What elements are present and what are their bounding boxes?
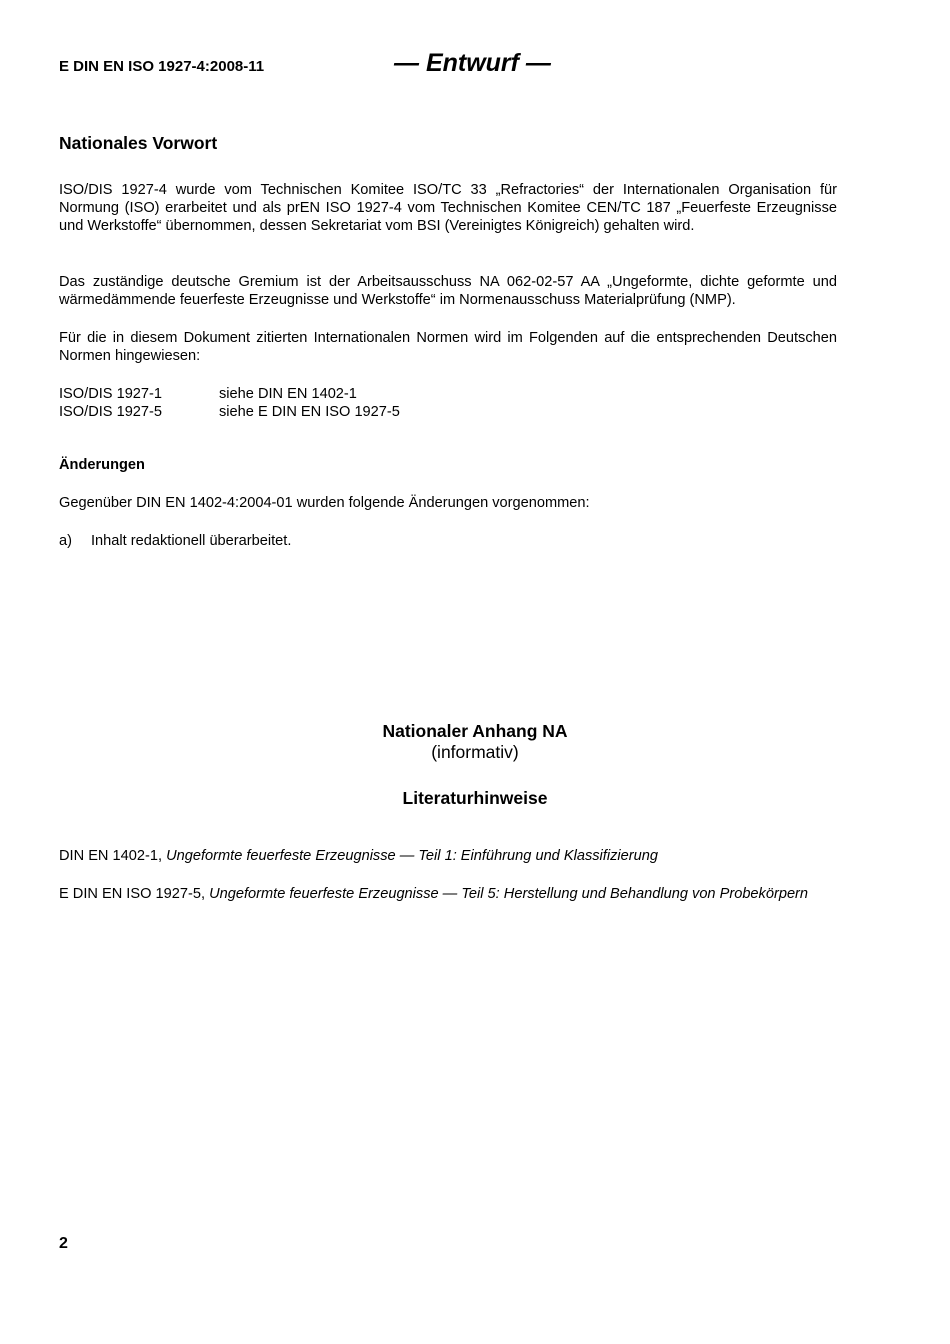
foreword-paragraph-3: Für die in diesem Dokument zitierten Internationalen Normen wird im Folgenden auf die entsprechenden Deutschen Normen hingewiesen: <box>59 330 837 365</box>
literature-title-italic: Ungeformte feuerfeste Erzeugnisse — Teil 5: Herstellung und Behandlung von Probekörpern <box>209 886 809 902</box>
list-item <box>59 532 837 550</box>
foreword-section <box>59 133 837 154</box>
reference-din: siehe DIN EN 1402-1 <box>219 386 357 402</box>
foreword-title: Nationales Vorwort <box>59 133 218 153</box>
document-id: E DIN EN ISO 1927-4:2008-11 <box>59 58 265 75</box>
annex-subtitle: (informativ) <box>431 742 519 762</box>
literature-entry <box>59 847 837 865</box>
foreword-paragraph-2: Das zuständige deutsche Gremium ist der Arbeitsausschuss NA 062-02-57 AA „Ungeformte, dichte geformte und wärmedämmende feuerfeste Erzeugnisse und Werkstoffe“ im Normenausschuss Materialprüfung (NMP). <box>59 274 837 309</box>
literature-entry-2-wrap <box>59 885 837 903</box>
changes-list <box>59 532 837 550</box>
changes-section <box>59 457 837 473</box>
reference-table <box>59 385 837 421</box>
literature-heading <box>0 788 950 809</box>
reference-din: siehe E DIN EN ISO 1927-5 <box>219 404 400 421</box>
changes-intro-wrap <box>59 494 837 512</box>
literature-ref: E DIN EN ISO 1927-5, <box>59 886 210 902</box>
list-item-text: Inhalt redaktionell überarbeitet. <box>91 533 292 549</box>
foreword-paragraph-2-wrap <box>59 273 837 309</box>
changes-title: Änderungen <box>59 457 145 473</box>
foreword-paragraph-3-wrap <box>59 329 837 365</box>
foreword-paragraph-1: ISO/DIS 1927-4 wurde vom Technischen Komitee ISO/TC 33 „Refractories“ der Internationalen Organisation für Normung (ISO) erarbeitet und als prEN ISO 1927-4 vom Technischen Komitee CEN/TC 187 „Feuerfeste Erzeugnisse und Werkstoffe“ übernommen, dessen Sekretariat vom BSI (Vereinigtes Königreich) gehalten wird. <box>59 182 837 235</box>
literature-title: Literaturhinweise <box>402 788 548 808</box>
literature-ref: DIN EN 1402-1, <box>59 848 167 864</box>
list-item-marker: a) <box>59 533 72 549</box>
changes-intro: Gegenüber DIN EN 1402-4:2004-01 wurden folgende Änderungen vorgenommen: <box>59 495 590 511</box>
annex-title: Nationaler Anhang NA <box>382 721 568 741</box>
draft-label: — Entwurf — <box>394 49 551 77</box>
annex-heading <box>0 721 950 763</box>
literature-entry <box>59 885 837 903</box>
reference-iso: ISO/DIS 1927-5 <box>59 404 163 421</box>
reference-row <box>59 403 837 421</box>
literature-entry-1-wrap <box>59 847 837 865</box>
literature-title-italic: Ungeformte feuerfeste Erzeugnisse — Teil 1: Einführung und Klassifizierung <box>166 848 658 864</box>
reference-row <box>59 385 837 403</box>
reference-iso: ISO/DIS 1927-1 <box>59 386 163 402</box>
page-number: 2 <box>59 1235 68 1252</box>
foreword-paragraph-1-wrap <box>59 181 837 236</box>
